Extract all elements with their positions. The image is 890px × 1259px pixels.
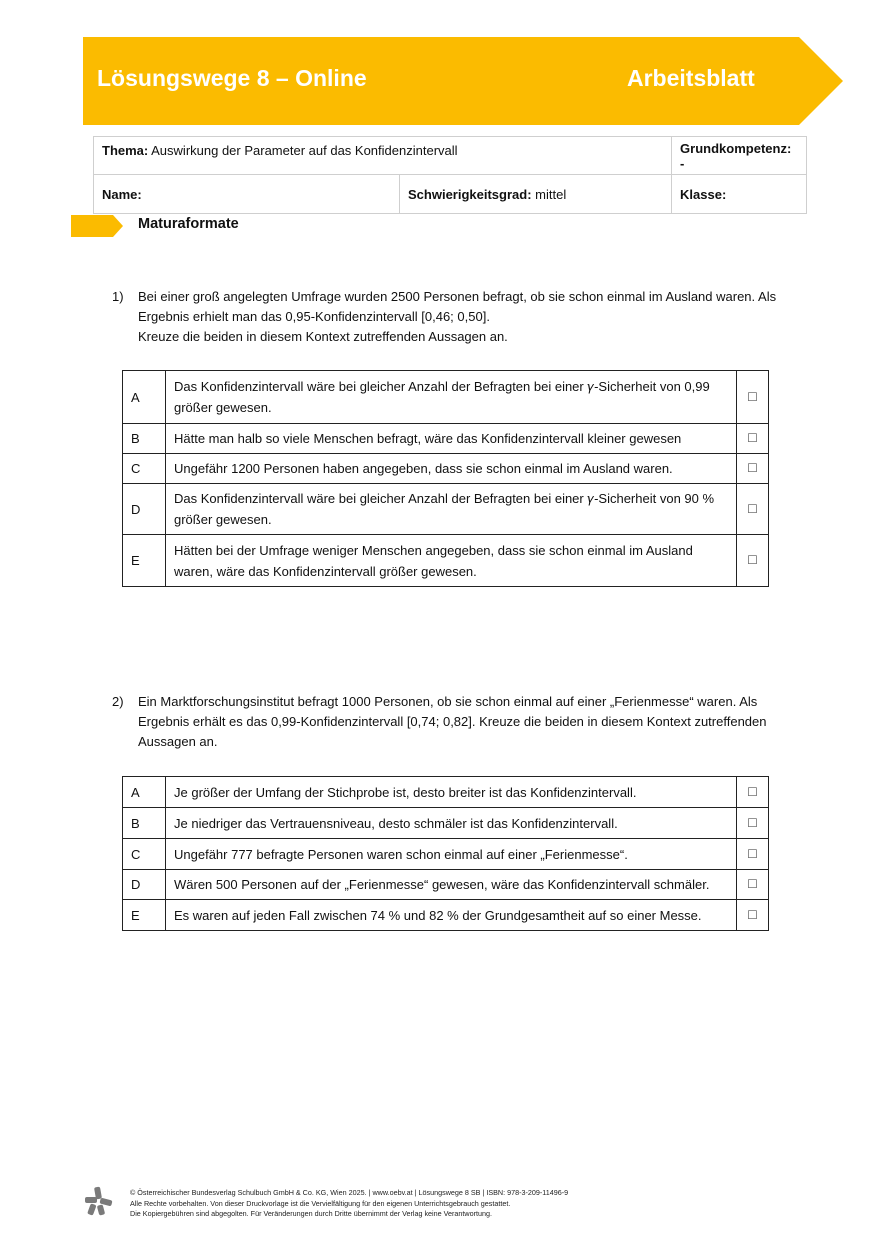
option-checkbox[interactable]: ☐ xyxy=(737,900,769,931)
option-letter: C xyxy=(123,454,166,484)
option-text xyxy=(166,535,737,587)
task-2 xyxy=(112,692,792,752)
option-checkbox[interactable]: ☐ xyxy=(737,870,769,900)
option-checkbox[interactable]: ☐ xyxy=(737,808,769,839)
option-text xyxy=(166,371,737,424)
section-arrow-icon xyxy=(71,215,123,237)
option-letter: B xyxy=(123,808,166,839)
option-line: waren, wäre das Konfidenzintervall größer gewesen. xyxy=(174,563,477,579)
footer-line: Die Kopiergebühren sind abgegolten. Für Veränderungen durch Dritte übernimmt der Verlag keine Verantwortung. xyxy=(130,1209,492,1218)
header-banner xyxy=(83,37,843,125)
thema-label: Thema: xyxy=(102,143,149,158)
option-checkbox[interactable]: ☐ xyxy=(737,371,769,424)
option-text xyxy=(166,900,737,931)
option-row xyxy=(123,808,769,839)
thema-cell xyxy=(94,137,672,175)
option-line: größer gewesen. xyxy=(174,400,272,415)
option-checkbox[interactable]: ☐ xyxy=(737,839,769,870)
option-text xyxy=(166,870,737,900)
option-text xyxy=(166,808,737,839)
option-row xyxy=(123,900,769,931)
option-row xyxy=(123,535,769,587)
publisher-logo-icon xyxy=(83,1186,113,1216)
option-letter: A xyxy=(123,371,166,424)
page-title: Lösungswege 8 – Online xyxy=(97,65,367,91)
options-table-2 xyxy=(122,776,769,931)
option-row xyxy=(123,454,769,484)
option-checkbox[interactable]: ☐ xyxy=(737,535,769,587)
option-letter: E xyxy=(123,535,166,587)
task-line: Aussagen an. xyxy=(138,734,218,749)
option-text xyxy=(166,424,737,454)
option-letter: C xyxy=(123,839,166,870)
task-line: Ein Marktforschungsinstitut befragt 1000 Personen, ob sie schon einmal auf einer „Ferienmesse“ waren. Als xyxy=(138,694,758,709)
footer-line: © Österreichischer Bundesverlag Schulbuch GmbH & Co. KG, Wien 2025. | www.oebv.at | Lösungswege 8 SB | ISBN: 978-3-209-11496-9 xyxy=(130,1188,569,1197)
option-row xyxy=(123,484,769,535)
option-row xyxy=(123,371,769,424)
task-number: 2) xyxy=(112,694,124,709)
option-line: Hätten bei der Umfrage weniger Menschen angegeben, dass sie schon einmal im Ausland xyxy=(174,542,693,558)
option-letter: B xyxy=(123,424,166,454)
option-text xyxy=(166,454,737,484)
option-letter: A xyxy=(123,777,166,808)
task-line: Kreuze die beiden in diesem Kontext zutreffenden Aussagen an. xyxy=(138,329,508,344)
option-letter: E xyxy=(123,900,166,931)
name-label: Name: xyxy=(94,175,400,214)
task-text xyxy=(138,692,792,752)
option-checkbox[interactable]: ☐ xyxy=(737,777,769,808)
footer-copyright xyxy=(130,1188,568,1220)
option-checkbox[interactable]: ☐ xyxy=(737,484,769,535)
option-text xyxy=(166,777,737,808)
task-line: Ergebnis erhielt man das 0,95-Konfidenzintervall [0,46; 0,50]. xyxy=(138,309,490,324)
section-title: Maturaformate xyxy=(138,216,239,232)
option-text xyxy=(166,484,737,535)
option-line: Je größer der Umfang der Stichprobe ist, desto breiter ist das Konfidenzintervall. xyxy=(174,784,637,800)
schwierigkeit-label: Schwierigkeitsgrad: xyxy=(408,186,532,202)
task-line: Ergebnis erhält es das 0,99-Konfidenzintervall [0,74; 0,82]. Kreuze die beiden in diesem Kontext zutreffenden xyxy=(138,714,767,729)
footer-line: Alle Rechte vorbehalten. Von dieser Druckvorlage ist die Vervielfältigung für den eigenen Unterrichtsgebrauch gestattet. xyxy=(130,1198,511,1208)
option-line: größer gewesen. xyxy=(174,512,272,527)
task-1 xyxy=(112,287,792,347)
option-line: Es waren auf jeden Fall zwischen 74 % und 82 % der Grundgesamtheit auf so einer Messe. xyxy=(174,907,702,923)
klasse-label: Klasse: xyxy=(672,175,807,214)
option-checkbox[interactable]: ☐ xyxy=(737,424,769,454)
option-row xyxy=(123,424,769,454)
option-row xyxy=(123,839,769,870)
option-line: Das Konfidenzintervall wäre bei gleicher Anzahl der Befragten bei einer 𝛾-Sicherheit von 90 % xyxy=(174,491,715,506)
option-row xyxy=(123,777,769,808)
option-row xyxy=(123,870,769,900)
option-line: Hätte man halb so viele Menschen befragt, wäre das Konfidenzintervall kleiner gewesen xyxy=(174,431,682,446)
task-number: 1) xyxy=(112,289,124,304)
info-table xyxy=(93,136,807,214)
option-letter: D xyxy=(123,870,166,900)
document-type: Arbeitsblatt xyxy=(627,65,755,91)
option-letter: D xyxy=(123,484,166,535)
task-line: Bei einer groß angelegten Umfrage wurden 2500 Personen befragt, ob sie schon einmal im Ausland waren. Als xyxy=(138,289,777,304)
schwierigkeit-value: mittel xyxy=(535,186,567,202)
option-line: Wären 500 Personen auf der „Ferienmesse“ gewesen, wäre das Konfidenzintervall schmäler. xyxy=(174,877,710,892)
option-text xyxy=(166,839,737,870)
option-line: Ungefähr 1200 Personen haben angegeben, dass sie schon einmal im Ausland waren. xyxy=(174,461,673,476)
option-line: Das Konfidenzintervall wäre bei gleicher Anzahl der Befragten bei einer 𝛾-Sicherheit von 0,99 xyxy=(174,379,710,394)
options-table-1 xyxy=(122,370,769,587)
task-text xyxy=(138,287,792,347)
option-line: Ungefähr 777 befragte Personen waren schon einmal auf einer „Ferienmesse“. xyxy=(174,846,628,862)
schwierigkeit-cell xyxy=(400,175,672,214)
thema-value: Auswirkung der Parameter auf das Konfidenzintervall xyxy=(151,143,458,158)
grundkompetenz: Grundkompetenz: - xyxy=(672,137,807,175)
option-line: Je niedriger das Vertrauensniveau, desto schmäler ist das Konfidenzintervall. xyxy=(174,815,618,831)
option-checkbox[interactable]: ☐ xyxy=(737,454,769,484)
